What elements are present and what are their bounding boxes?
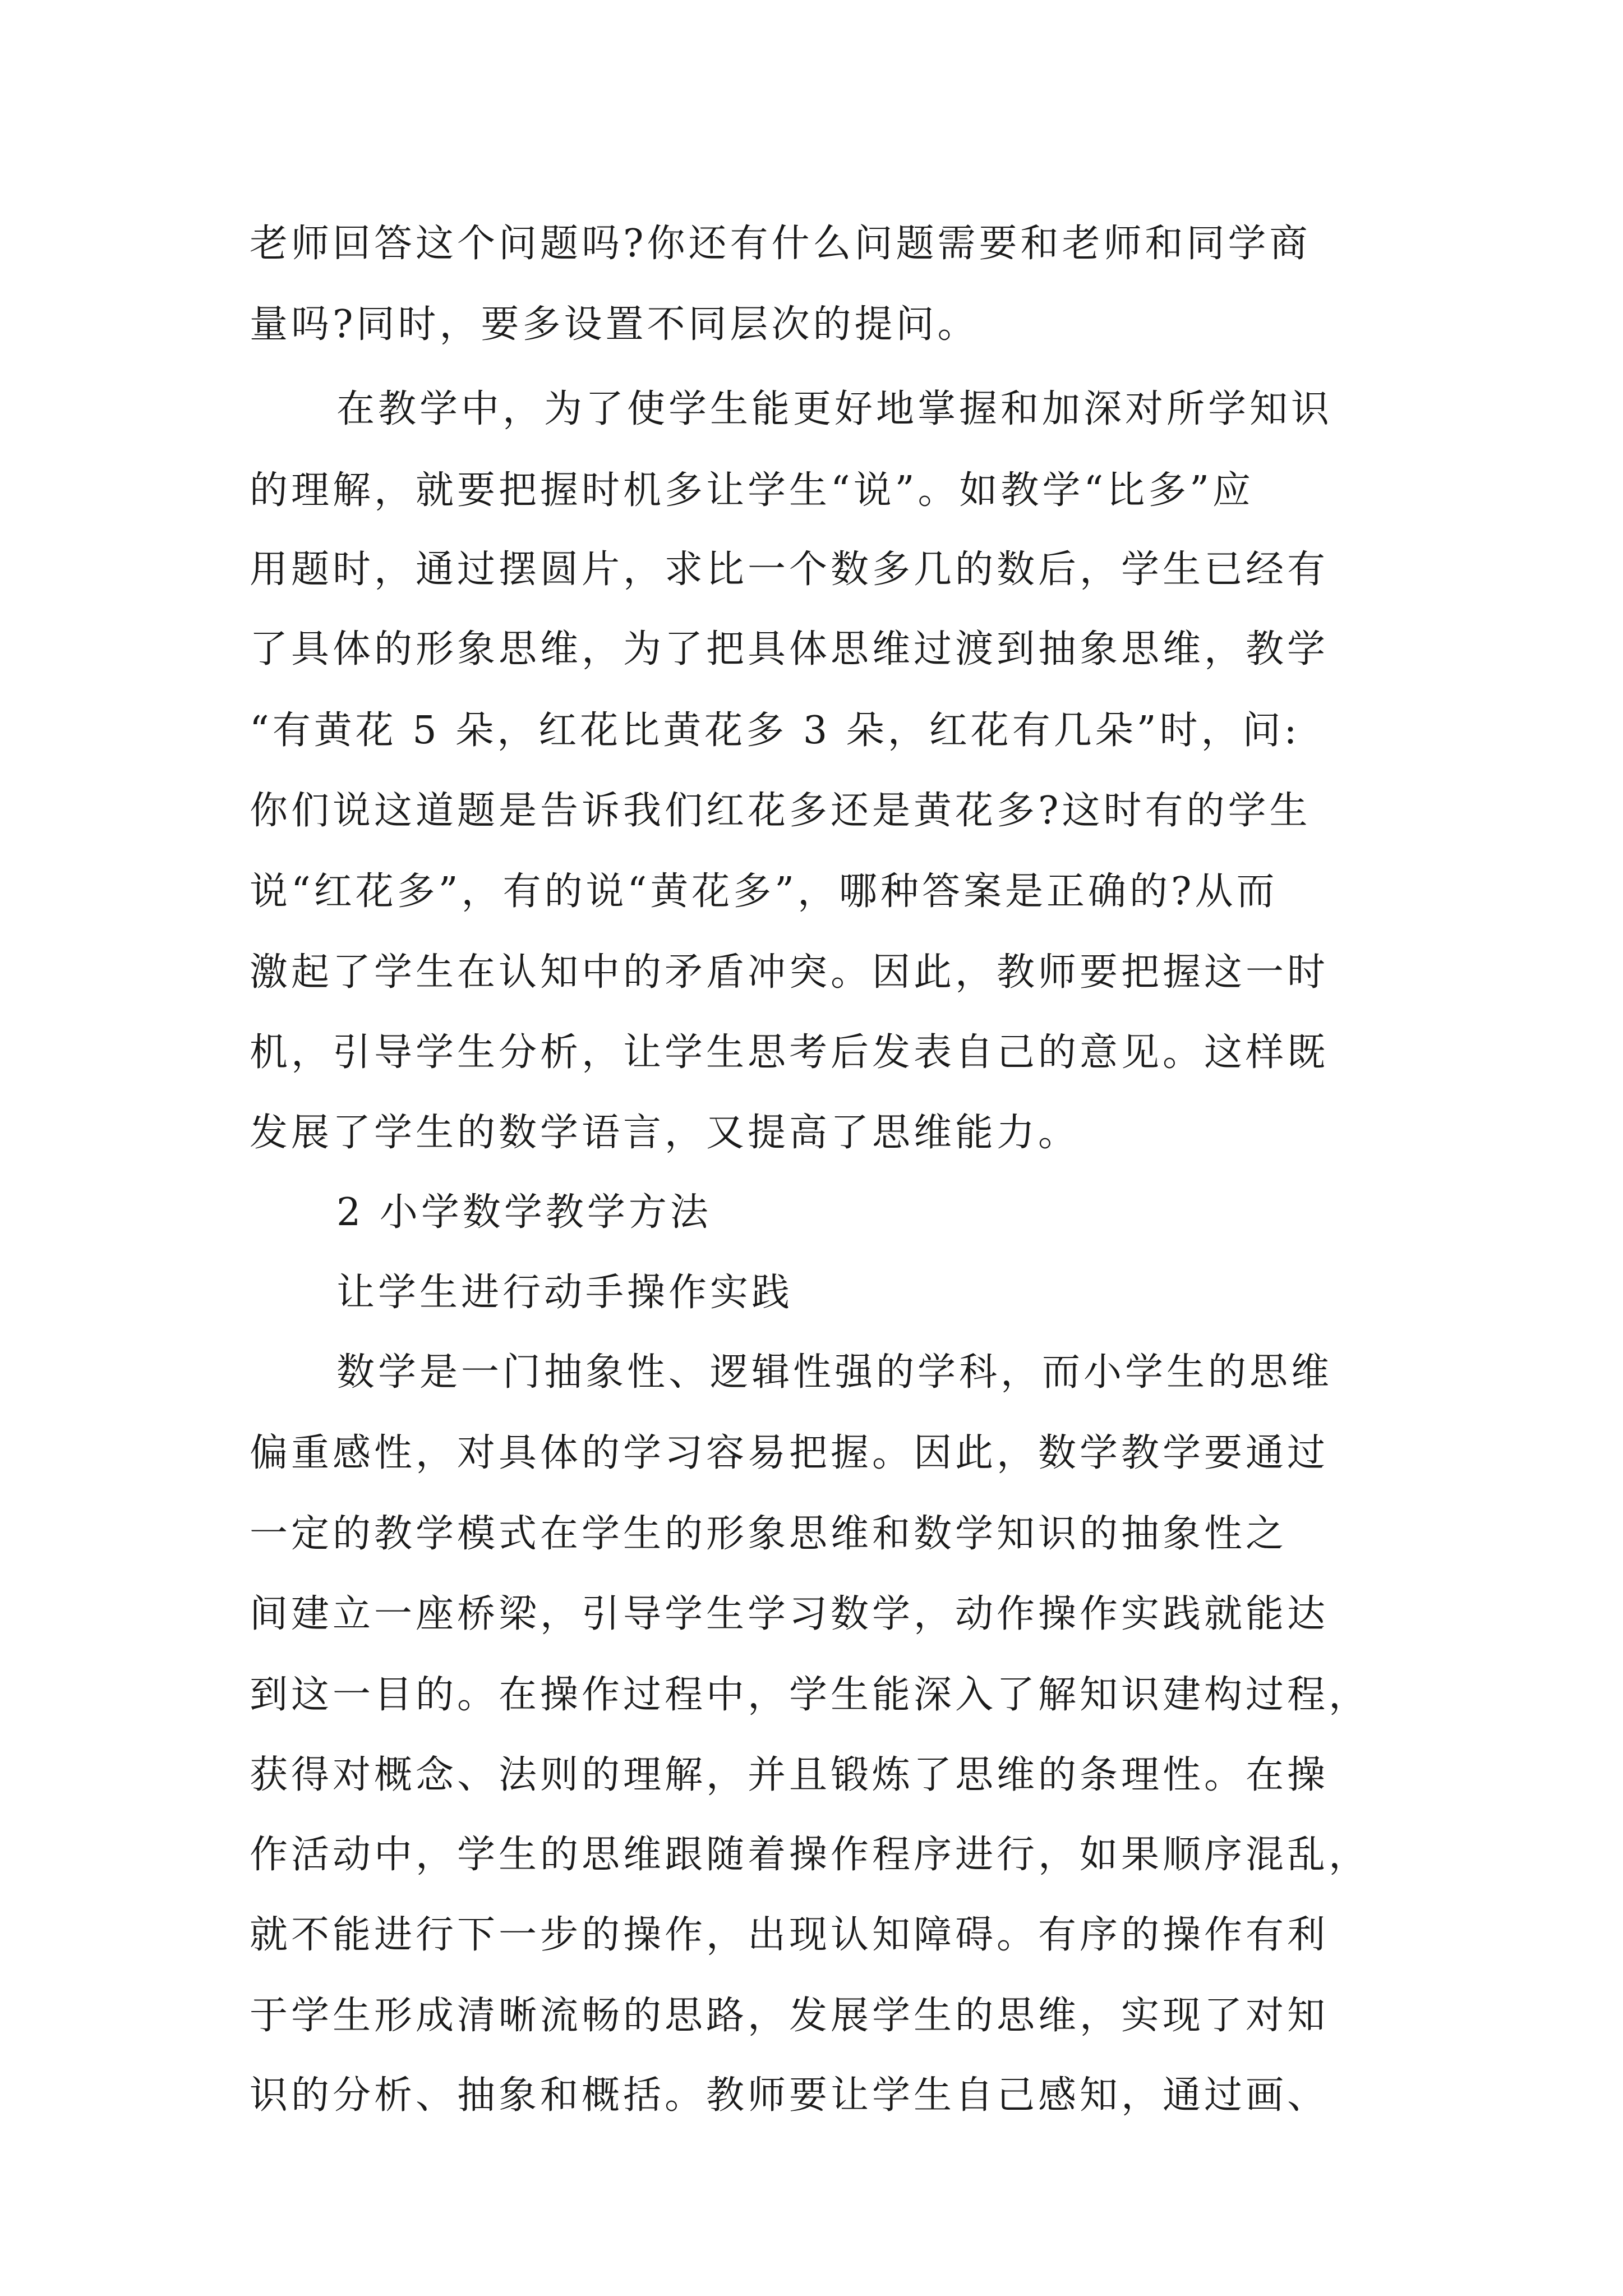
text-line: 的理解，就要把握时机多让学生“说”。如教学“比多”应	[250, 468, 1255, 513]
text-line: 于学生形成清晰流畅的思路，发展学生的思维，实现了对知	[250, 1994, 1329, 2038]
text-line: 获得对概念、法则的理解，并且锻炼了思维的条理性。在操	[250, 1753, 1329, 1797]
text-line: 了具体的形象思维，为了把具体思维过渡到抽象思维，教学	[250, 627, 1329, 671]
text-line: “有黄花 5 朵，红花比黄花多 3 朵，红花有几朵”时，问:	[250, 708, 1301, 753]
text-line: 作活动中，学生的思维跟随着操作程序进行，如果顺序混乱，	[250, 1833, 1371, 1877]
text-line: 偏重感性，对具体的学习容易把握。因此，数学教学要通过	[250, 1431, 1329, 1475]
text-line: 识的分析、抽象和概括。教师要让学生自己感知，通过画、	[250, 2073, 1329, 2118]
text-line: 发展了学生的数学语言，又提高了思维能力。	[250, 1111, 1080, 1155]
text-line: 就不能进行下一步的操作，出现认知障碍。有序的操作有利	[250, 1913, 1329, 1957]
text-line: 老师回答这个问题吗?你还有什么问题需要和老师和同学商	[250, 222, 1311, 266]
text-line: 用题时，通过摆圆片，求比一个数多几的数后，学生已经有	[250, 547, 1329, 592]
section-heading: 2 小学数学教学方法	[336, 1190, 712, 1235]
text-line: 到这一目的。在操作过程中，学生能深入了解知识建构过程，	[250, 1673, 1371, 1717]
text-line: 你们说这道题是告诉我们红花多还是黄花多?这时有的学生	[250, 789, 1311, 833]
text-line: 激起了学生在认知中的矛盾冲突。因此，教师要把握这一时	[250, 950, 1329, 995]
text-line: 量吗?同时，要多设置不同层次的提问。	[250, 302, 979, 347]
text-line: 一定的教学模式在学生的形象思维和数学知识的抽象性之	[250, 1512, 1288, 1556]
text-line: 在教学中，为了使学生能更好地掌握和加深对所学知识	[336, 387, 1333, 431]
text-line: 数学是一门抽象性、逻辑性强的学科，而小学生的思维	[336, 1350, 1333, 1395]
text-line: 间建立一座桥梁，引导学生学习数学，动作操作实践就能达	[250, 1592, 1329, 1636]
subsection-heading: 让学生进行动手操作实践	[336, 1271, 794, 1315]
text-line: 机，引导学生分析，让学生思考后发表自己的意见。这样既	[250, 1030, 1329, 1075]
text-line: 说“红花多”，有的说“黄花多”，哪种答案是正确的?从而	[250, 869, 1278, 914]
